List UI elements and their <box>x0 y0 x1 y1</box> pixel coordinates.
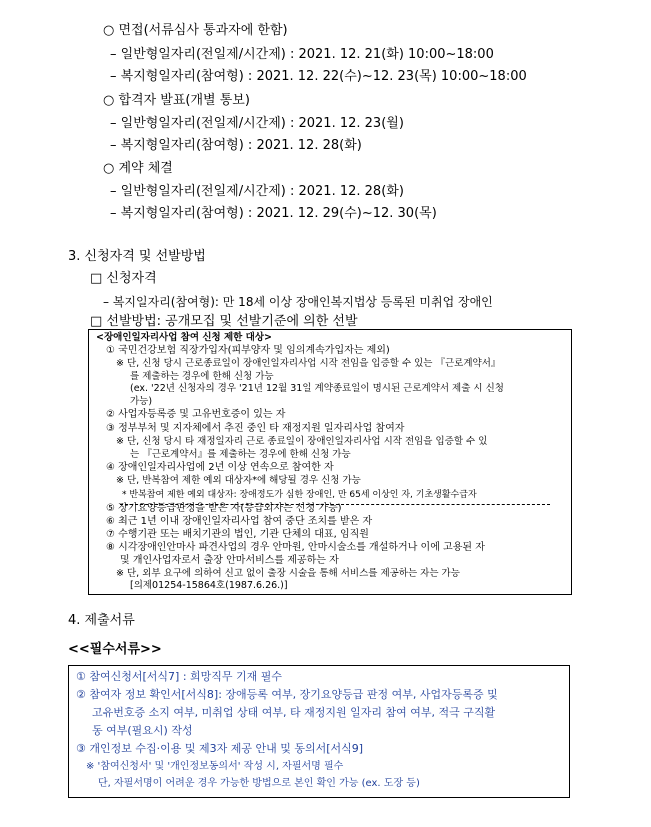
restriction-line-8: ※ 단, 신청 당시 타 재정일자리 근로 종료일이 장애인일자리사업 시작 전임을 입증할 수 있 <box>116 436 488 447</box>
restriction-line-14: ⑥ 최근 1년 이내 장애인일자리사업 참여 중단 조치를 받은 자 <box>106 516 373 527</box>
restriction-line-5: 가능) <box>130 396 153 407</box>
interview-row-welfare: – 복지형일자리(참여형) : 2021. 12. 22(수)~12. 23(목) 10:00~18:00 <box>110 69 527 84</box>
interview-row-general: – 일반형일자리(전일제/시간제) : 2021. 12. 21(화) 10:00~18:00 <box>110 47 494 62</box>
restriction-line-19: [의제01254-15864호(1987.6.26.)] <box>130 580 288 591</box>
required-doc-2-cont-1: 고유번호증 소지 여부, 미취업 상태 여부, 타 재정지원 일자리 참여 여부, 적극 구직활 <box>92 706 496 719</box>
restriction-line-2: ※ 단, 신청 당시 근로종료일이 장애인일자리사업 시작 전임을 입증할 수 있는 『근로계약서』 <box>116 358 501 369</box>
required-docs-label: <<필수서류>> <box>68 642 162 657</box>
qualification-title: □ 신청자격 <box>90 271 157 286</box>
required-doc-3: ③ 개인정보 수집·이용 및 제3자 제공 안내 및 동의서[서식9] <box>76 742 364 755</box>
announcement-title: ○ 합격자 발표(개별 통보) <box>103 93 250 108</box>
restriction-line-16: ⑧ 시각장애인안마사 파견사업의 경우 안마원, 안마시술소를 개설하거나 이에 고용된 자 <box>106 542 485 553</box>
signature-note-cont: 단, 자필서명이 어려운 경우 가능한 방법으로 본인 확인 가능 (ex. 도장 등) <box>98 778 420 789</box>
section4-heading: 4. 제출서류 <box>68 613 135 628</box>
contract-row-welfare: – 복지형일자리(참여형) : 2021. 12. 29(수)~12. 30(목) <box>110 206 437 221</box>
required-doc-2: ② 참여자 정보 확인서[서식8]: 장애등록 여부, 장기요양등급 판정 여부, 사업자등록증 및 <box>76 688 498 701</box>
restriction-line-13: ⑤ 장기요양등급판정을 받은 자(등급외자는 신청 가능) <box>106 503 342 514</box>
restriction-line-3: 를 제출하는 경우에 한해 신청 가능 <box>130 371 274 382</box>
qualification-row: – 복지일자리(참여형): 만 18세 이상 장애인복지법상 등록된 미취업 장애인 <box>103 295 493 309</box>
signature-note: ※ '참여신청서' 및 '개인정보동의서' 작성 시, 자필서명 필수 <box>86 761 344 772</box>
announcement-row-welfare: – 복지형일자리(참여형) : 2021. 12. 28(화) <box>110 138 362 153</box>
section3-heading: 3. 신청자격 및 선발방법 <box>68 249 206 264</box>
restriction-line-11: ※ 단, 반복참여 제한 예외 대상자*에 해당될 경우 신청 가능 <box>116 475 361 486</box>
restriction-line-7: ③ 정부부처 및 지자체에서 추진 중인 타 재정지원 일자리사업 참여자 <box>106 423 405 434</box>
required-doc-1: ① 참여신청서[서식7] : 희망직무 기재 필수 <box>76 670 283 683</box>
restriction-line-6: ② 사업자등록증 및 고유번호증이 있는 자 <box>106 409 286 420</box>
restriction-line-10: ④ 장애인일자리사업에 2년 이상 연속으로 참여한 자 <box>106 462 334 473</box>
interview-title: ○ 면접(서류심사 통과자에 한함) <box>103 23 288 38</box>
contract-title: ○ 계약 체결 <box>103 161 173 176</box>
restriction-line-4: (ex. '22년 신청자의 경우 '21년 12월 31일 계약종료일이 명시된 근로계약서 제출 시 신청 <box>130 383 504 394</box>
restriction-line-15: ⑦ 수행기관 또는 배치기관의 법인, 기관 단체의 대표, 임직원 <box>106 529 369 540</box>
restriction-line-9: 는 『근로계약서』를 제출하는 경우에 한해 신청 가능 <box>130 449 351 460</box>
selection-title: □ 선발방법: 공개모집 및 선발기준에 의한 선발 <box>90 314 358 329</box>
restriction-line-1: ① 국민건강보험 직장가입자(피부양자 및 임의계속가입자는 제외) <box>106 345 390 356</box>
contract-row-general: – 일반형일자리(전일제/시간제) : 2021. 12. 28(화) <box>110 184 404 199</box>
restriction-line-12: * 반복참여 제한 예외 대상자: 장애정도가 심한 장애인, 만 65세 이상인 자, 기초생활수급자 <box>122 490 477 500</box>
restriction-line-17: 및 개인사업자로서 출장 안마서비스를 제공하는 자 <box>120 555 339 566</box>
restriction-line-18: ※ 단, 외부 요구에 의하여 신고 없이 출장 시술을 통해 서비스를 제공하는 자는 가능 <box>116 568 460 579</box>
restriction-box-title: <장애인일자리사업 참여 신청 제한 대상> <box>96 332 272 343</box>
announcement-row-general: – 일반형일자리(전일제/시간제) : 2021. 12. 23(월) <box>110 116 404 131</box>
required-doc-2-cont-2: 동 여부(필요시) 작성 <box>92 724 193 737</box>
